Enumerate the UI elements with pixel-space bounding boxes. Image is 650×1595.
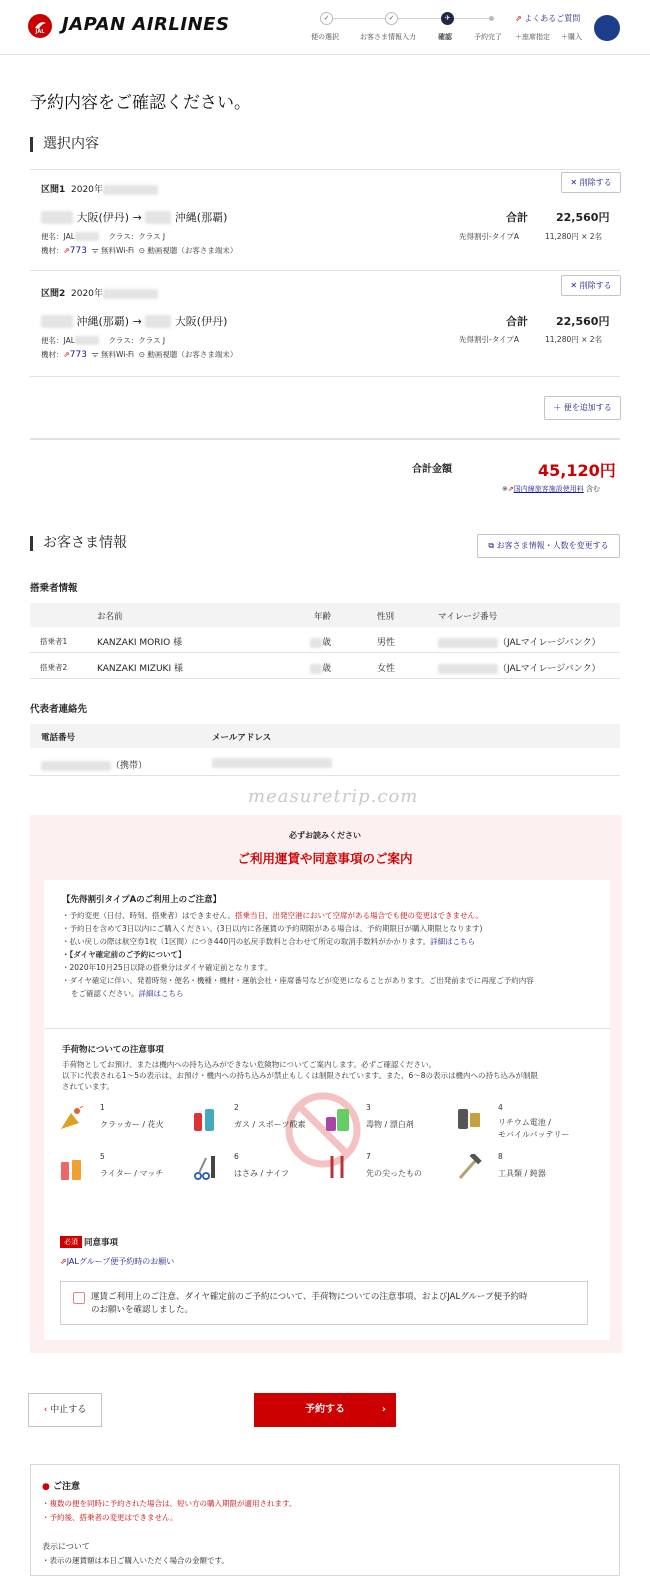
change-customer-button[interactable]: [477, 534, 620, 558]
fare-heading: 【先得割引タイプAのご利用上のご注意】: [62, 895, 222, 905]
fare-item: をご確認ください。: [71, 989, 139, 998]
segment-1-delete-button[interactable]: [561, 172, 621, 193]
step-label-seat: ＋座席指定: [515, 33, 550, 41]
segment-2-flight-info: [41, 335, 165, 346]
passenger-label: 搭乗者1: [40, 637, 68, 646]
flight-no: 便名：JAL: [41, 232, 75, 241]
jal-crane-logo-icon[interactable]: [28, 14, 52, 38]
segment-1-total: 22,560円: [556, 211, 610, 224]
fee-prefix: ※: [502, 485, 508, 493]
fare-notes: [62, 909, 602, 1000]
item-label: はさみ / ナイフ: [234, 1169, 289, 1178]
divider: [44, 1028, 610, 1029]
item-number: 6: [234, 1152, 239, 1161]
destination: 沖縄(那覇): [174, 211, 228, 224]
aircraft-label: 機材：: [41, 350, 64, 359]
caution-list: [42, 1497, 296, 1525]
table-row: [30, 627, 620, 653]
consent-link[interactable]: [60, 1256, 174, 1267]
list-item: [58, 1103, 164, 1134]
battery-icon: [456, 1105, 482, 1131]
segment-2-heading: [41, 286, 158, 299]
divider: [30, 775, 620, 776]
step-1-check-icon: ✓: [320, 12, 333, 25]
book-button[interactable]: [254, 1393, 396, 1427]
step-label-purchase: ＋購入: [561, 33, 582, 41]
header: [0, 0, 650, 55]
list-item: [62, 987, 602, 1000]
chevron-right-icon: ›: [381, 1404, 386, 1415]
list-item: [192, 1152, 289, 1183]
passenger-name: KANZAKI MIZUKI 様: [97, 664, 183, 674]
list-item: ・予約日を含めて3日以内にご購入ください。(3日以内に各運賃の予約期限がある場合は、予約期限日が購入期限となります): [62, 924, 483, 933]
col-phone: 電話番号: [41, 733, 76, 743]
faq-link[interactable]: [515, 13, 580, 24]
divider: [30, 270, 620, 271]
grand-total-amount: 45,120円: [538, 461, 616, 480]
grand-total-label: 合計金額: [412, 464, 452, 475]
sharp-object-icon: [324, 1154, 350, 1180]
arrow-box-icon: ⧉: [488, 541, 495, 550]
segment-1-route: 大阪(伊丹) → 沖縄(那覇): [41, 209, 227, 225]
consent-checkbox-row[interactable]: [60, 1281, 588, 1325]
caution-box: [30, 1464, 620, 1576]
item-number: 1: [100, 1103, 105, 1112]
item-number: 2: [234, 1103, 239, 1112]
fare-item: 2020年10月25日以降の搭乗分はダイヤ確定前となります。: [69, 963, 272, 972]
external-link-icon: ⇗: [515, 14, 522, 23]
video-label: 動画視聴（お客さま端末）: [147, 350, 238, 359]
passenger-label: 搭乗者2: [40, 663, 68, 672]
col-age: 年齢: [314, 612, 332, 622]
close-icon: ✕: [570, 178, 578, 187]
delete-label: 削除する: [579, 178, 612, 187]
fare-item-red: 搭乗当日、出発空港において空席がある場合でも便の変更はできません。: [234, 911, 483, 920]
segment-2-aircraft-info: [41, 349, 237, 360]
external-link-icon: ⇗: [63, 350, 70, 359]
partner-badge-icon: [594, 15, 620, 41]
segment-1-total-label: 合計: [506, 211, 528, 224]
selection-title: 選択内容: [30, 137, 99, 152]
detail-link[interactable]: 詳細はこちら: [430, 937, 476, 946]
segment-label: 区間2: [41, 289, 66, 299]
mileage-bank: （JALマイレージバンク）: [498, 638, 601, 648]
detail-link[interactable]: 詳細はこちら: [138, 989, 184, 998]
external-link-icon: ⇗: [60, 1257, 67, 1266]
consent-text: [91, 1291, 528, 1317]
required-badge: 必須: [60, 1236, 82, 1248]
item-number: 4: [498, 1103, 503, 1112]
wifi-label: 無料Wi-Fi: [101, 350, 134, 359]
item-number: 3: [366, 1103, 371, 1112]
external-link-icon: ⇗: [63, 246, 70, 255]
change-customer-label: お客さま情報・人数を変更する: [496, 541, 609, 550]
item-label: リチウム電池 /: [498, 1118, 551, 1127]
caution-item: 予約後、搭乗者の変更はできません。: [49, 1513, 178, 1522]
cancel-button[interactable]: [28, 1393, 102, 1427]
wifi-label: 無料Wi-Fi: [101, 246, 134, 255]
col-name: お名前: [97, 612, 123, 622]
contact-phone: [41, 758, 147, 771]
watermark: measuretrip.com: [248, 786, 419, 807]
item-label: 工具類 / 鈍器: [498, 1169, 546, 1178]
fare-item: 予約日を含めて3日以内にご購入ください。(3日以内に各運賃の予約期限がある場合は、予約期限日が購入期限となります): [69, 924, 483, 933]
caution-title: [42, 1479, 80, 1492]
caution-title-label: ご注意: [53, 1482, 81, 1492]
passenger-name: KANZAKI MORIO 様: [97, 638, 183, 648]
fare-item: 予約変更（日付、時刻、搭乗者）はできません。: [69, 911, 235, 920]
step-2-check-icon: ✓: [385, 12, 398, 25]
segment-year: 2020年: [71, 185, 103, 195]
segment-2-total-label: 合計: [506, 315, 528, 328]
delete-label: 削除する: [579, 281, 612, 290]
flight-no: 便名：JAL: [41, 336, 75, 345]
divider: [30, 376, 620, 377]
aircraft-number-link[interactable]: 773: [69, 350, 87, 360]
external-link-icon: ⇗: [507, 485, 514, 493]
gas-can-icon: [192, 1105, 218, 1131]
step-3-plane-icon: ✈: [441, 12, 454, 25]
class: クラス：クラス J: [108, 336, 166, 345]
lighter-icon: [58, 1154, 84, 1180]
plus-icon: ＋: [553, 403, 562, 412]
aircraft-label: 機材：: [41, 246, 64, 255]
segment-1-fare-detail: 11,280円 × 2名: [545, 232, 603, 241]
baggage-title: 手荷物についての注意事項: [62, 1045, 164, 1055]
hammer-tool-icon: [456, 1154, 482, 1180]
list-item: [456, 1152, 546, 1183]
consent-checkbox[interactable]: [73, 1292, 85, 1304]
video-icon: ⊙: [138, 246, 145, 255]
segment-1-flight-info: [41, 231, 165, 242]
aircraft-number-link[interactable]: 773: [69, 246, 87, 256]
step-4-dot: [489, 16, 494, 21]
origin: 大阪(伊丹): [76, 211, 130, 224]
page-title: 予約内容をご確認ください。: [30, 93, 251, 113]
book-label: 予約する: [305, 1404, 345, 1415]
age-suffix: 歳: [322, 638, 332, 648]
divider: [30, 438, 620, 440]
table-row: [30, 653, 620, 679]
segment-2-delete-button[interactable]: [561, 275, 621, 296]
display-item: ・表示の運賃額は本日ご購入いただく場合の金額です。: [42, 1556, 229, 1565]
scissors-knife-icon: [192, 1154, 218, 1180]
list-item: [192, 1103, 306, 1134]
video-icon: ⊙: [138, 350, 145, 359]
wifi-icon: ᯤ: [91, 246, 99, 255]
fee-suffix: 含む: [585, 485, 600, 493]
prohibited-sign-icon: [283, 1090, 363, 1170]
list-item: [324, 1152, 422, 1183]
fare-item: 【ダイヤ確定前のご予約について】: [69, 950, 186, 959]
list-item: ・予約後、搭乗者の変更はできません。: [42, 1513, 178, 1522]
step-label-input: お客さま情報入力: [360, 33, 416, 41]
wifi-icon: ᯤ: [91, 350, 99, 359]
list-item: ・複数の便を同時に予約された場合は、短い方の購入期限が適用されます。: [42, 1499, 297, 1508]
chevron-left-icon: ‹: [43, 1405, 48, 1415]
col-mileage: マイレージ番号: [438, 612, 498, 622]
baggage-line: されています。: [62, 1082, 114, 1091]
segment-label: 区間1: [41, 185, 66, 195]
must-read: 必ずお読みください: [289, 831, 361, 840]
baggage-line: 手荷物としてお預け、または機内への持ち込みができない危険物についてご案内します。必ずご確認ください。: [62, 1060, 436, 1069]
segment-2-fare-type: 先得割引-タイプA: [459, 335, 519, 344]
segment-1-aircraft-info: [41, 245, 237, 256]
segment-2-total: 22,560円: [556, 315, 610, 328]
consent-line: 運賃ご利用上のご注意、ダイヤ確定前のご予約について、手荷物についての注意事項、およびJALグループ便予約時: [91, 1292, 528, 1302]
display-item-text: 表示の運賃額は本日ご購入いただく場合の金額です。: [49, 1556, 229, 1565]
fee-note: [502, 484, 600, 494]
item-label: モバイルバッテリー: [498, 1130, 570, 1139]
consent-link-label: JALグループ便予約時のお願い: [66, 1257, 175, 1266]
phone-suffix: （携帯）: [111, 761, 148, 771]
video-label: 動画視聴（お客さま端末）: [147, 246, 238, 255]
step-progress-line: [327, 18, 492, 19]
step-label-select: 便の選択: [311, 33, 339, 41]
list-item: ・予約変更（日付、時刻、搭乗者）はできません。搭乗当日、出発空港において空席がある場合でも便の変更はできません。: [62, 911, 483, 920]
list-item: ・2020年10月25日以降の搭乗分はダイヤ確定前となります。: [62, 963, 272, 972]
poison-bottle-icon: [324, 1105, 350, 1131]
col-email: メールアドレス: [212, 733, 272, 743]
age-suffix: 歳: [322, 664, 332, 674]
segment-1-fare-type: 先得割引-タイプA: [459, 232, 519, 241]
add-flight-button[interactable]: [544, 396, 621, 420]
contact-email: [212, 758, 332, 768]
display-title: 表示について: [42, 1542, 90, 1551]
passenger-age: [310, 661, 331, 674]
divider: [30, 169, 620, 170]
item-number: 8: [498, 1152, 503, 1161]
list-item: [324, 1103, 414, 1134]
item-number: 7: [366, 1152, 371, 1161]
segment-2-route: 沖縄(那覇) → 大阪(伊丹): [41, 313, 227, 329]
firework-icon: [58, 1105, 84, 1131]
cancel-label: 中止する: [50, 1405, 87, 1415]
class: クラス：クラス J: [108, 232, 166, 241]
passenger-mileage: [438, 635, 601, 648]
step-label-confirm: 確認: [438, 33, 452, 41]
brand-name[interactable]: JAPAN AIRLINES: [62, 14, 230, 35]
list-item: ・【ダイヤ確定前のご予約について】: [62, 950, 186, 959]
item-label: 毒物 / 漂白剤: [366, 1120, 414, 1129]
contact-table-header: [30, 724, 620, 748]
customer-title: お客さま情報: [30, 536, 127, 551]
fare-item: 払い戻しの際は航空券1枚（1区間）につき440円の払戻手数料と合わせて所定の取消手数料がかかります。: [69, 937, 431, 946]
item-number: 5: [100, 1152, 105, 1161]
passenger-gender: 女性: [377, 664, 396, 674]
step-label-complete: 予約完了: [474, 33, 502, 41]
item-label: 先の尖ったもの: [366, 1169, 422, 1178]
destination: 大阪(伊丹): [174, 315, 228, 328]
close-icon: ✕: [570, 281, 578, 290]
add-flight-label: 便を追加する: [563, 403, 612, 412]
item-label: ライター / マッチ: [100, 1169, 164, 1178]
baggage-line: 以下に代表される1〜5の表示は、お預け・機内への持ち込みが禁止もしくは制限されています。また、6〜8の表示は機内への持ち込みが制限: [62, 1071, 538, 1080]
notice-title: ご利用運賃や同意事項のご案内: [237, 851, 413, 866]
segment-2-fare-detail: 11,280円 × 2名: [545, 335, 603, 344]
item-label: クラッカー / 花火: [100, 1120, 164, 1129]
baggage-desc: [62, 1059, 602, 1092]
passenger-info-title: 搭乗者情報: [30, 583, 78, 594]
faq-label: よくあるご質問: [524, 14, 581, 23]
segment-year: 2020年: [71, 289, 103, 299]
item-label: ガス / スポーツ酸素: [234, 1120, 306, 1129]
list-item: [456, 1103, 570, 1139]
consent-line: のお願いを確認しました。: [91, 1305, 194, 1315]
caution-item: 複数の便を同時に予約された場合は、短い方の購入期限が適用されます。: [49, 1499, 297, 1508]
passenger-mileage: [438, 661, 601, 674]
col-gender: 性別: [377, 612, 395, 622]
contact-title: 代表者連絡先: [30, 704, 88, 715]
alert-icon: ●: [42, 1482, 50, 1492]
mileage-bank: （JALマイレージバンク）: [498, 664, 601, 674]
facility-fee-link[interactable]: 国内線旅客施設使用料: [513, 485, 584, 493]
segment-1-heading: [41, 182, 158, 195]
fare-item: ダイヤ確定に伴い、発着時刻・便名・機種・機材・運航会社・座席番号などが変更になることがあります。ご出発前までに再度ご予約内容: [69, 976, 534, 985]
consent-title: 同意事項: [84, 1238, 119, 1248]
list-item: ・ダイヤ確定に伴い、発着時刻・便名・機種・機材・運航会社・座席番号などが変更になることがあります。ご出発前までに再度ご予約内容: [62, 976, 534, 985]
list-item: ・払い戻しの際は航空券1枚（1区間）につき440円の払戻手数料と合わせて所定の取消手数料がかかります。詳細はこちら: [62, 937, 476, 946]
svg-text:JAL: JAL: [35, 29, 45, 35]
passenger-age: [310, 635, 331, 648]
origin: 沖縄(那覇): [76, 315, 130, 328]
passenger-gender: 男性: [377, 638, 396, 648]
list-item: [58, 1152, 164, 1183]
